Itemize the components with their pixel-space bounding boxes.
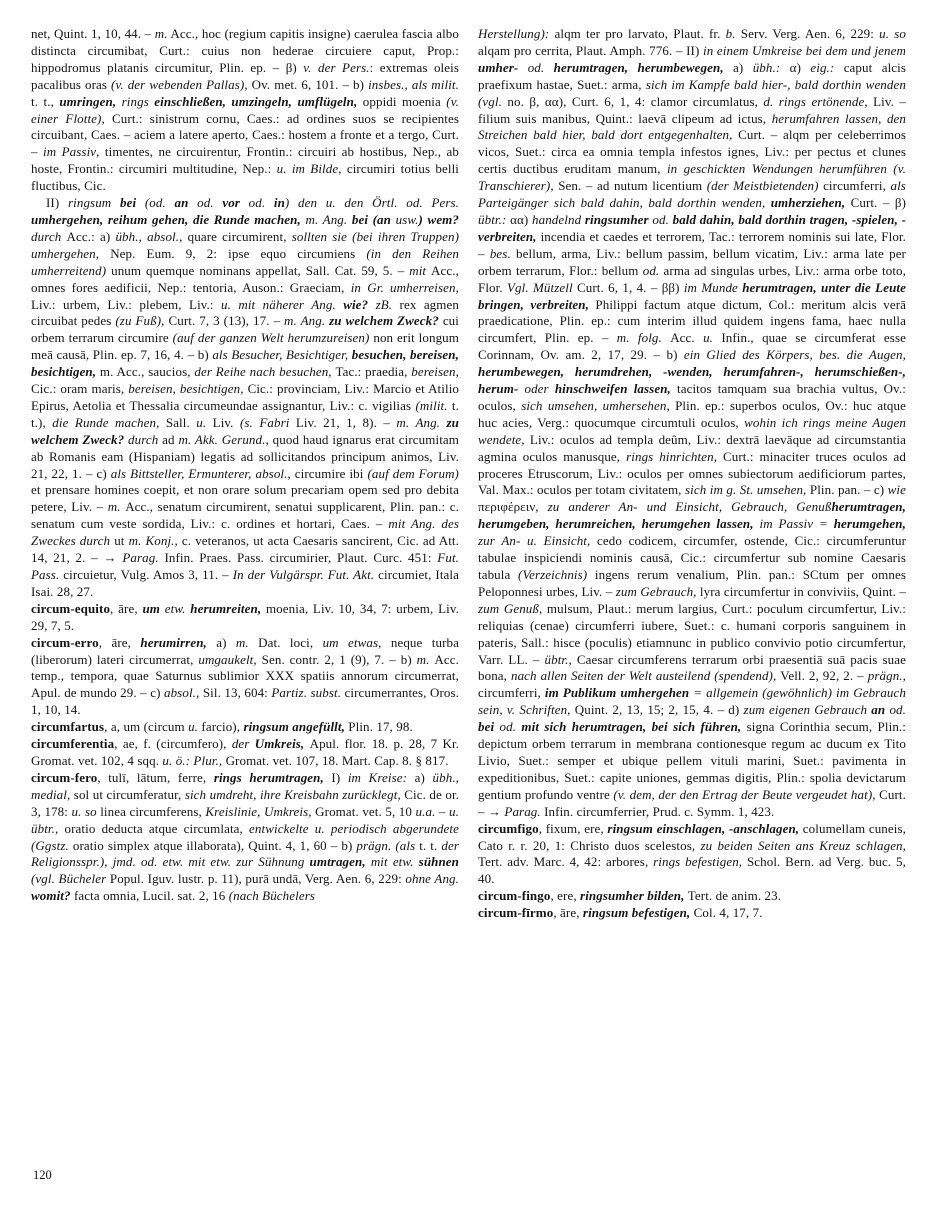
entry-circumferentia: circumferentia, ae, f. (circumfero), der Umkreis, Apul. flor. 18. p. 28, 7 Kr. Gromat. vet. 102, 4 sqq. u. ö.: Plur., Gromat. vet. 107, 18. Mart. Cap. 8. § 817. [31,736,460,768]
entry-circum-fero-continuation: Herstellung): alqm ter pro larvato, Plaut. fr. b. Serv. Verg. Aen. 6, 229: u. so alqam pro cerrita, Plaut. Amph. 776. – II) in einem Umkreise bei dem und jenem umher- od. herumtragen, herumbewegen, a) übh.: α) eig.: caput alcis praefixum hastae, Suet.: arma, sich im Kampfe bald hier-, bald dorthin wenden (vgl. no. β, αα), Curt. 6, 1, 4: clamor circumlatus, d. rings ertönende, Liv. – filium suis manibus, Quint.: laevā clipeum ad ictus, herumfahren lassen, den Streichen bald hier, bald dort entgegenhalten, Curt. – alqm per celeberrimos vicos, Suet.: circa ea omnia templa infestos ignes, Liv.: per pectus et clunes certis ductibus eruditam manum, in geschickten Wendungen herumführen (v. Transchierer), Sen. – ad nutum licentium (der Meistbietenden) circumferri, als Parteigänger sich bald dahin, bald dorthin wenden, umherziehen, Curt. – β) übtr.: αα) handelnd ringsumher od. bald dahin, bald dorthin tragen, -spielen, -verbreiten, incendia et caedes et terrorem, Tac.: terrorem nominis sui late, Flor. – bes. bellum, arma, Liv.: bellum passim, bellum vicatim, Liv.: arma late per orbem terrarum, Flor.: bellum od. arma ad singulas urbes, Liv.: arma orbe toto, Flor. Vgl. Mützell Curt. 6, 1, 4. – ββ) im Munde herumtragen, unter die Leute bringen, verbreiten, Philippi factum atque dictum, Col.: meritum alcis verā praedicatione, Plin. ep.: cum interim illud quidem ingens fama, haec nulla circumfert, Plin. ep. – m. folg. Acc. u. Infin., quae se circumferat esse Corinnam, Ov. am. 2, 17, 29. – b) ein Glied des Körpers, bes. die Augen, herumbewegen, herumdrehen, -wenden, herumfahren-, herumschießen-, herum- oder hinschweifen lassen, tacitos tamquam sua brachia vultus, Ov.: oculos, sich umsehen, umhersehen, Plin. ep.: superbos oculos, Ov.: huc atque huc acies, Verg.: quocumque circumtuli oculos, wohin ich rings meine Augen wendete, Liv.: oculos ad templa deûm, Liv.: dextrā laevāque ad circumstantia agmina oculos manusque, rings hinrichten, Curt.: minaciter truces oculos ad proceres Etruscorum, Liv.: oculos per omnes subiectorum aedificiorum partes, Val. Max.: oculos per totam civitatem, sich im g. St. umsehen, Plin. pan. – c) wie περιφέρειν, zu anderer An- und Einsicht, Gebrauch, Genußherumtragen, herumgeben, herumreichen, herumgehen lassen, im Passiv = herumgehen, zur An- u. Einsicht, cedo codicem, circumfer, ostende, Cic.: circumferuntur tabulae inspiciendi nominis causā, Cic.: circumfertur sub nomine Caesaris tabula (Verzeichnis) ingens rerum venalium, Plin. pan.: SCtum per omnes Peloponnesi urbes, Liv. – zum Gebrauch, lyra circumfertur in conviviis, Quint. – zum Genuß, mulsum, Plaut.: merum largius, Curt.: poculum circumfertur, Liv.: reliquias (cenae) circumferri iubere, Suet.: c. humani corporis sanguinem in pateris, Sall.: hisce (poculis) etiamnunc in publico convivio potio circumfertur, Varr. LL. – übtr., Caesar circumferens terrarum orbi praesentiā suā pacis suae bona, nach allen Seiten der Welt austeilend (spendend), Vell. 2, 92, 2. – prägn., circumferri, im Publikum umhergehen = allgemein (gewöhnlich) im Gebrauch sein, v. Schriften, Quint. 2, 13, 15; 2, 15, 4. – d) zum eigenen Gebrauch an od. bei od. mit sich herumtragen, bei sich führen, signa Corinthia secum, Plin.: depictum orbem terrarum in membrana contionesque regum ac ducum ex Tito Livio, Suet.: semper et ubique pellem vituli marini, Suet.: pavimenta in expeditionibus, Suet.: capite uniones, gemmas digitis, Plin.: spolia devictarum gentium profundo ventre (v. dem, der den Ertrag der Beute vergeudet hat), Curt. – → Parag. Infin. circumferrier, Prud. c. Symm. 1, 423. [478,26,907,819]
entry-circumfigo: circumfigo, fixum, ere, ringsum einschlagen, -anschlagen, columellam cuneis, Cato r. r. 20, 1: Christo duos scelestos, zu beiden Seiten ans Kreuz schlagen, Tert. adv. Marc. 4, 42: arbores, rings befestigen, Schol. Bern. ad Verg. buc. 5, 40. [478,820,907,887]
entry-circumeo-part1-continuation: net, Quint. 1, 10, 44. – m. Acc., hoc (regium capitis insigne) caerulea fascia albo distincta circumibat, Curt.: cuius non hederae circuiere caput, Prop.: hippodromus platanis circumitur, Plin. ep. – β) v. der Pers.: extremas oleis pacalibus oras (v. der webenden Pallas), Ov. met. 6, 101. – b) insbes., als milit. t. t., umringen, rings einschließen, umzingeln, umflügeln, oppidi moenia (v. einer Flotte), Curt.: sinistrum cornu, Caes.: ad ordines suos se recipientes circuibant, Caes. – aciem a latere aperto, Caes.: hostem a fronte et a tergo, Curt. – im Passiv, timentes, ne circuirentur, Frontin.: circuiri ab hostibus, Nep., ab hoste, Frontin.: circumiri multitudine, Nep.: u. im Bilde, circumiri totius belli fluctibus, Cic. [31,26,460,194]
entry-circum-fingo: circum-fingo, ere, ringsumher bilden, Tert. de anim. 23. [478,888,782,904]
right-column [478,26,906,922]
entry-circumeo-part2: II) ringsum bei (od. an od. vor od. in) den u. den Örtl. od. Pers. umhergehen, reihum gehen, die Runde machen, m. Ang. bei (an usw.) wem? durch Acc.: a) übh., absol., quare circumirent, sollten sie (bei ihren Truppen) umhergehen, Nep. Eum. 9, 2: ipse equo circumiens (in den Reihen umherreitend) unum quemque nominans appellat, Sall. Cat. 59, 5. – mit Acc., omnes fores aedificii, Nep.: tentoria, Auson.: Graeciam, in Gr. umherreisen, Liv.: urbem, Liv.: plebem, Liv.: u. mit näherer Ang. wie? zB. rex agmen circuibat pedes (zu Fuß), Curt. 7, 3 (13), 17. – m. Ang. zu welchem Zweck? cui orbem terrarum circumire (auf der ganzen Welt herumzureisen) non erit longum meā causā, Plin. ep. 7, 16, 4. – b) als Besucher, Besichtiger, besuchen, bereisen, besichtigen, m. Acc., saucios, der Reihe nach besuchen, Tac.: praedia, bereisen, Cic.: oram maris, bereisen, besichtigen, Cic.: provinciam, Liv.: Marcio et Atilio Epirus, Aetolia et Thessalia circumeundae assignantur, Liv.: c. vigilias (milit. t. t.), die Runde machen, Sall. u. Liv. (s. Fabri Liv. 21, 1, 8). – m. Ang. zu welchem Zweck? durch ad m. Akk. Gerund., quod haud ignarus erat circumitam ab Romanis eam (Hispaniam) legatis ad sollicitandos principum animos, Liv. 21, 22, 1. – c) als Bittsteller, Ermunterer, absol., circumire ibi (auf dem Forum) et prensare homines coepit, et non orare solum precariam opem sed pro debita petere, Liv. – m. Acc., senatum circumirent, senatui supplicarent, Plin. pan.: c. senatum cum veste sordida, Liv.: c. ordines et hortari, Caes. – mit Ang. des Zweckes durch ut m. Konj., c. veteranos, ut acta Caesaris sancirent, Cic. ad Att. 14, 21, 2. – → Parag. Infin. Praes. Pass. circumirier, Plaut. Curc. 451: Fut. Pass. circuietur, Vulg. Amos 3, 11. – In der Vulgärspr. Fut. Akt. circumiet, Itala Isai. 28, 27. [31,195,460,599]
page-number: 120 [33,1168,52,1182]
entry-circum-erro: circum-erro, āre, herumirren, a) m. Dat. loci, um etwas, neque turba (liberorum) lateri circumerrat, umgaukelt, Sen. contr. 2, 1 (9), 7. – b) m. Acc. temp., tempora, quae Saturnus sublimior XXX spatiis annorum circumerrat, Apul. de mundo 29. – c) absol., Sil. 13, 604: Partiz. subst. circumerrantes, Oros. 1, 10, 14. [31,634,460,718]
left-column [31,26,459,922]
entry-circum-fero: circum-fero, tulī, lātum, ferre, rings herumtragen, I) im Kreise: a) übh., medial, sol ut circumferatur, sich umdreht, ihre Kreisbahn zurücklegt, Cic. de or. 3, 178: u. so linea circumferens, Kreislinie, Umkreis, Gromat. vet. 5, 10 u.a. – u. übtr., oratio deducta atque circumlata, entwickelte u. periodisch abgerundete (Ggstz. oratio simplex atque illaborata), Quint. 4, 1, 60 – b) prägn. (als t. t. der Religionsspr.), jmd. od. etw. mit etw. zur Sühnung umtragen, mit etw. sühnen (vgl. Bücheler Popul. Iguv. lustr. p. 11), purā undā, Verg. Aen. 6, 229: ohne Ang. womit? facta omnia, Lucil. sat. 2, 16 (nach Büchelers [31,769,460,904]
entry-circum-equito: circum-equito, āre, um etw. herumreiten, moenia, Liv. 10, 34, 7: urbem, Liv. 29, 7, 5. [31,600,459,633]
entry-circumfartus: circumfartus, a, um (circum u. farcio), ringsum angefüllt, Plin. 17, 98. [31,719,413,735]
entry-circum-firmo: circum-fīrmo, āre, ringsum befestigen, Col. 4, 17, 7. [478,905,763,921]
